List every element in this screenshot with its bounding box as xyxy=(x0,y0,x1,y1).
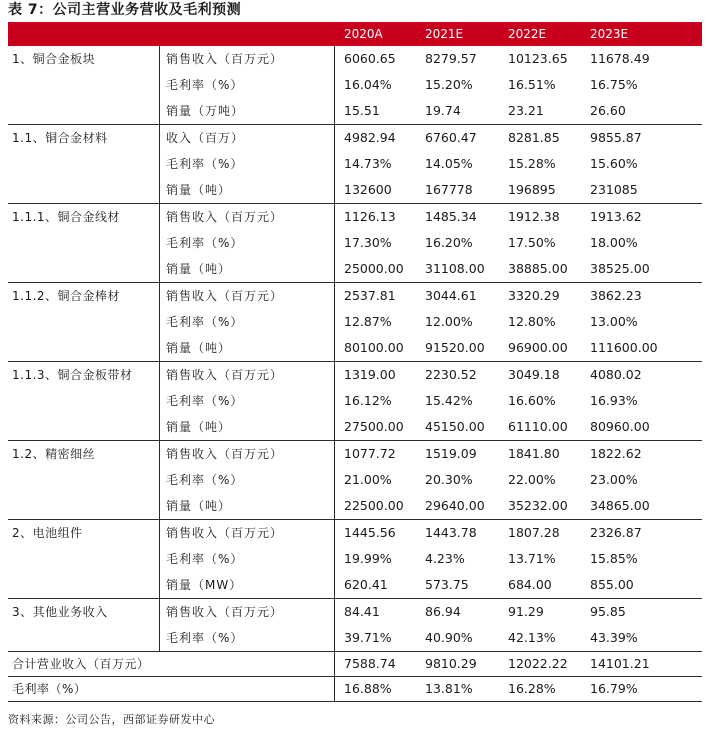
metric-label: 毛利率（%） xyxy=(166,78,244,92)
value-cell: 1807.28 xyxy=(508,525,560,540)
segment-name: 1.2、精密细丝 xyxy=(12,447,96,461)
row-group xyxy=(8,125,702,204)
metric-label: 毛利率（%） xyxy=(166,157,244,171)
value-cell: 84.41 xyxy=(344,604,380,619)
value-cell: 6060.65 xyxy=(344,51,396,66)
value-cell: 91.29 xyxy=(508,604,544,619)
metric-label: 毛利率（%） xyxy=(166,473,244,487)
value-cell: 620.41 xyxy=(344,577,388,592)
value-cell: 34865.00 xyxy=(590,498,650,513)
table-row xyxy=(8,362,702,388)
value-cell: 35232.00 xyxy=(508,498,568,513)
value-cell: 1913.62 xyxy=(590,209,642,224)
value-cell: 6760.47 xyxy=(425,130,477,145)
value-cell: 29640.00 xyxy=(425,498,485,513)
value-cell: 11678.49 xyxy=(590,51,650,66)
row-group xyxy=(8,283,702,362)
total-label: 毛利率（%） xyxy=(12,682,87,696)
header-col-2021e: 2021E xyxy=(425,27,464,41)
value-cell: 16.20% xyxy=(425,235,473,250)
value-cell: 111600.00 xyxy=(590,340,658,355)
table-row xyxy=(8,283,702,309)
value-cell: 2326.87 xyxy=(590,525,642,540)
table-row xyxy=(8,388,702,414)
row-group xyxy=(8,520,702,599)
metric-label: 销量（吨） xyxy=(166,183,232,197)
value-cell: 1485.34 xyxy=(425,209,477,224)
value-cell: 1519.09 xyxy=(425,446,477,461)
metric-label: 销售收入（百万元） xyxy=(166,289,284,303)
metric-label: 销售收入（百万元） xyxy=(166,526,284,540)
metric-label: 销量（吨） xyxy=(166,341,232,355)
metric-label: 销售收入（百万元） xyxy=(166,210,284,224)
metric-label: 销售收入（百万元） xyxy=(166,368,284,382)
column-divider xyxy=(334,677,335,701)
value-cell: 80100.00 xyxy=(344,340,404,355)
table-header xyxy=(8,22,702,46)
value-cell: 1077.72 xyxy=(344,446,396,461)
value-cell: 3049.18 xyxy=(508,367,560,382)
value-cell: 95.85 xyxy=(590,604,626,619)
table-row xyxy=(8,520,702,546)
value-cell: 13.71% xyxy=(508,551,556,566)
metric-label: 收入（百万） xyxy=(166,131,245,145)
value-cell: 16.12% xyxy=(344,393,392,408)
value-cell: 16.75% xyxy=(590,77,638,92)
segment-name: 1.1.1、铜合金线材 xyxy=(12,210,121,224)
metric-label: 毛利率（%） xyxy=(166,394,244,408)
value-cell: 31108.00 xyxy=(425,261,485,276)
value-cell: 16.60% xyxy=(508,393,556,408)
segment-name: 1、铜合金板块 xyxy=(12,52,96,66)
value-cell: 23.21 xyxy=(508,103,544,118)
value-cell: 96900.00 xyxy=(508,340,568,355)
total-label: 合计营业收入（百万元） xyxy=(12,657,150,671)
value-cell: 23.00% xyxy=(590,472,638,487)
value-cell: 9810.29 xyxy=(425,656,477,671)
value-cell: 1445.56 xyxy=(344,525,396,540)
table-row xyxy=(8,125,702,151)
value-cell: 43.39% xyxy=(590,630,638,645)
value-cell: 9855.87 xyxy=(590,130,642,145)
value-cell: 4.23% xyxy=(425,551,465,566)
table-row xyxy=(8,309,702,335)
table-row xyxy=(8,204,702,230)
value-cell: 80960.00 xyxy=(590,419,650,434)
header-col-2022e: 2022E xyxy=(508,27,547,41)
table-row xyxy=(8,546,702,572)
metric-label: 毛利率（%） xyxy=(166,315,244,329)
value-cell: 14.05% xyxy=(425,156,473,171)
value-cell: 15.42% xyxy=(425,393,473,408)
header-col-2020a: 2020A xyxy=(344,27,383,41)
value-cell: 2230.52 xyxy=(425,367,477,382)
value-cell: 8281.85 xyxy=(508,130,560,145)
metric-label: 毛利率（%） xyxy=(166,631,244,645)
value-cell: 17.30% xyxy=(344,235,392,250)
source-note: 资料来源：公司公告，西部证券研发中心 xyxy=(8,713,215,726)
value-cell: 16.88% xyxy=(344,681,392,696)
table-row xyxy=(8,335,702,361)
metric-label: 毛利率（%） xyxy=(166,552,244,566)
value-cell: 12.87% xyxy=(344,314,392,329)
value-cell: 19.74 xyxy=(425,103,461,118)
segment-name: 1.1.2、铜合金棒材 xyxy=(12,289,121,303)
value-cell: 15.28% xyxy=(508,156,556,171)
header-col-2023e: 2023E xyxy=(590,27,629,41)
value-cell: 16.93% xyxy=(590,393,638,408)
value-cell: 38885.00 xyxy=(508,261,568,276)
row-group xyxy=(8,204,702,283)
value-cell: 22500.00 xyxy=(344,498,404,513)
table-row xyxy=(8,572,702,598)
value-cell: 15.20% xyxy=(425,77,473,92)
value-cell: 17.50% xyxy=(508,235,556,250)
value-cell: 132600 xyxy=(344,182,392,197)
value-cell: 1319.00 xyxy=(344,367,396,382)
value-cell: 21.00% xyxy=(344,472,392,487)
value-cell: 42.13% xyxy=(508,630,556,645)
value-cell: 39.71% xyxy=(344,630,392,645)
value-cell: 855.00 xyxy=(590,577,634,592)
table-row xyxy=(8,414,702,440)
value-cell: 16.79% xyxy=(590,681,638,696)
table-row xyxy=(8,46,702,72)
value-cell: 1912.38 xyxy=(508,209,560,224)
value-cell: 16.04% xyxy=(344,77,392,92)
value-cell: 2537.81 xyxy=(344,288,396,303)
value-cell: 14.73% xyxy=(344,156,392,171)
value-cell: 3320.29 xyxy=(508,288,560,303)
forecast-table xyxy=(8,22,702,702)
value-cell: 1841.80 xyxy=(508,446,560,461)
metric-label: 销售收入（百万元） xyxy=(166,52,284,66)
value-cell: 573.75 xyxy=(425,577,469,592)
total-row xyxy=(8,677,702,702)
value-cell: 91520.00 xyxy=(425,340,485,355)
table-row xyxy=(8,599,702,625)
row-group xyxy=(8,441,702,520)
value-cell: 13.81% xyxy=(425,681,473,696)
metric-label: 销售收入（百万元） xyxy=(166,447,284,461)
value-cell: 27500.00 xyxy=(344,419,404,434)
table-row xyxy=(8,72,702,98)
value-cell: 20.30% xyxy=(425,472,473,487)
value-cell: 19.99% xyxy=(344,551,392,566)
row-group xyxy=(8,46,702,125)
value-cell: 86.94 xyxy=(425,604,461,619)
segment-name: 1.1.3、铜合金板带材 xyxy=(12,368,133,382)
metric-label: 销量（吨） xyxy=(166,499,232,513)
value-cell: 26.60 xyxy=(590,103,626,118)
value-cell: 14101.21 xyxy=(590,656,650,671)
value-cell: 40.90% xyxy=(425,630,473,645)
value-cell: 4982.94 xyxy=(344,130,396,145)
column-divider xyxy=(334,652,335,676)
value-cell: 25000.00 xyxy=(344,261,404,276)
table-row xyxy=(8,230,702,256)
value-cell: 12.00% xyxy=(425,314,473,329)
total-row xyxy=(8,652,702,677)
value-cell: 16.28% xyxy=(508,681,556,696)
table-row xyxy=(8,151,702,177)
metric-label: 销售收入（百万元） xyxy=(166,605,284,619)
row-group xyxy=(8,362,702,441)
value-cell: 15.51 xyxy=(344,103,380,118)
table-title: 表 7：公司主营业务营收及毛利预测 xyxy=(8,2,242,18)
table-row xyxy=(8,493,702,519)
segment-name: 3、其他业务收入 xyxy=(12,605,108,619)
value-cell: 61110.00 xyxy=(508,419,568,434)
value-cell: 3862.23 xyxy=(590,288,642,303)
value-cell: 15.60% xyxy=(590,156,638,171)
table-row xyxy=(8,98,702,124)
value-cell: 10123.65 xyxy=(508,51,568,66)
value-cell: 1443.78 xyxy=(425,525,477,540)
value-cell: 38525.00 xyxy=(590,261,650,276)
metric-label: 销量（万吨） xyxy=(166,104,245,118)
metric-label: 销量（MW） xyxy=(166,578,243,592)
value-cell: 1822.62 xyxy=(590,446,642,461)
value-cell: 7588.74 xyxy=(344,656,396,671)
metric-label: 销量（吨） xyxy=(166,262,232,276)
value-cell: 13.00% xyxy=(590,314,638,329)
segment-name: 1.1、铜合金材料 xyxy=(12,131,108,145)
value-cell: 4080.02 xyxy=(590,367,642,382)
value-cell: 22.00% xyxy=(508,472,556,487)
value-cell: 196895 xyxy=(508,182,556,197)
value-cell: 12.80% xyxy=(508,314,556,329)
metric-label: 销量（吨） xyxy=(166,420,232,434)
row-group xyxy=(8,599,702,652)
value-cell: 15.85% xyxy=(590,551,638,566)
table-row xyxy=(8,256,702,282)
value-cell: 231085 xyxy=(590,182,638,197)
table-row xyxy=(8,177,702,203)
value-cell: 45150.00 xyxy=(425,419,485,434)
segment-name: 2、电池组件 xyxy=(12,526,83,540)
value-cell: 3044.61 xyxy=(425,288,477,303)
metric-label: 毛利率（%） xyxy=(166,236,244,250)
table-row xyxy=(8,467,702,493)
value-cell: 16.51% xyxy=(508,77,556,92)
table-row xyxy=(8,441,702,467)
value-cell: 684.00 xyxy=(508,577,552,592)
value-cell: 8279.57 xyxy=(425,51,477,66)
value-cell: 18.00% xyxy=(590,235,638,250)
value-cell: 1126.13 xyxy=(344,209,396,224)
value-cell: 167778 xyxy=(425,182,473,197)
table-row xyxy=(8,625,702,651)
value-cell: 12022.22 xyxy=(508,656,568,671)
